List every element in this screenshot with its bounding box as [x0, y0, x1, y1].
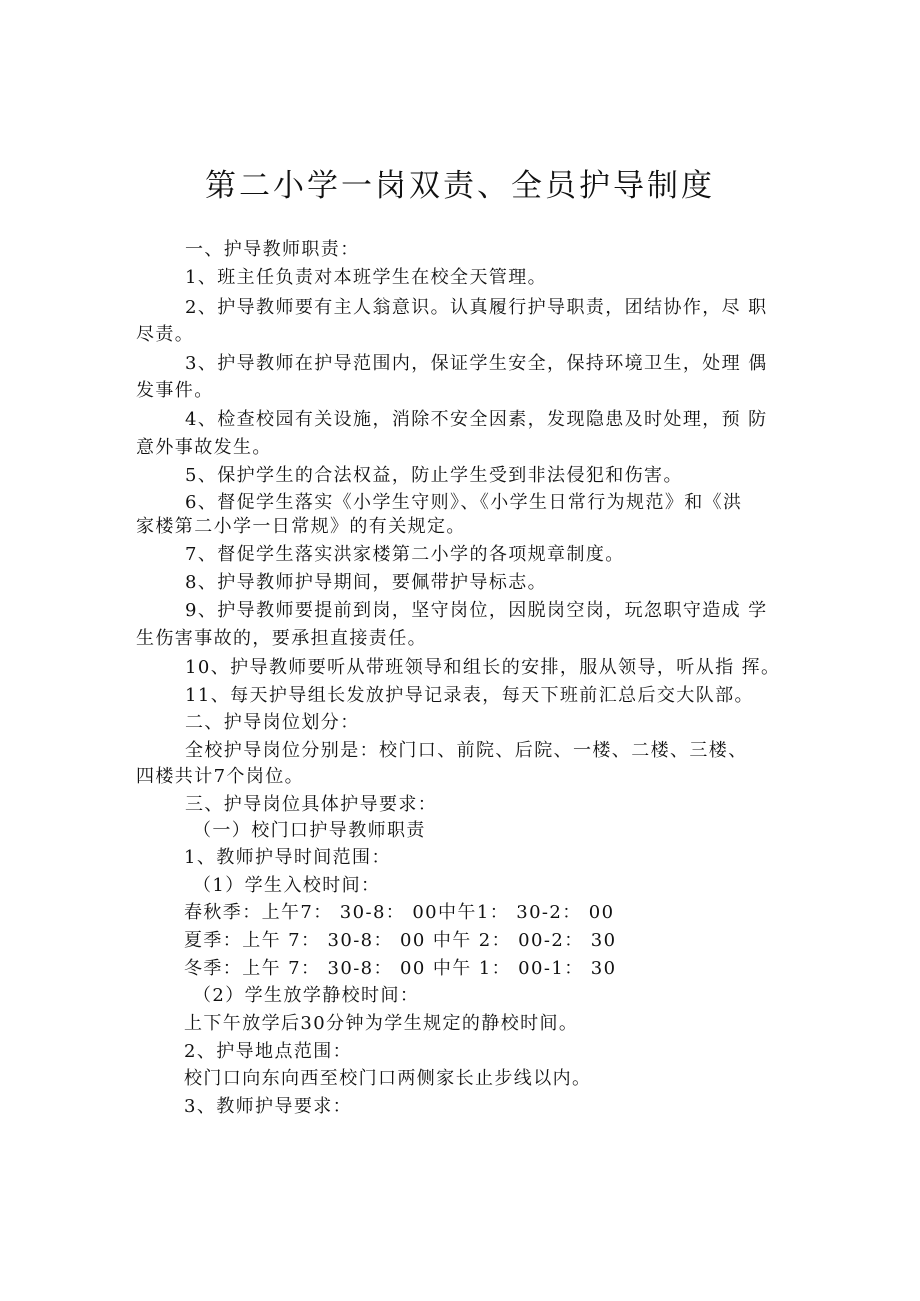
paragraph-line: 2、护导教师要有主人翁意识。认真履行护导职责，团结协作，尽 职 — [185, 297, 768, 318]
paragraph-line: 4、检查校园有关设施，消除不安全因素，发现隐患及时处理，预 防 — [185, 409, 768, 430]
paragraph-line: 7、督促学生落实洪家楼第二小学的各项规章制度。 — [185, 544, 625, 565]
section-heading-3: 三、护导岗位具体护导要求： — [185, 794, 438, 815]
schedule-line: 夏季：上午 7： 30-8： 00 中午 2： 00-2： 30 — [184, 930, 617, 951]
paragraph-line: 2、护导地点范围： — [184, 1041, 353, 1062]
paragraph-line: 发事件。 — [136, 380, 214, 401]
schedule-line: 冬季：上午 7： 30-8： 00 中午 1： 00-1： 30 — [184, 958, 617, 979]
paragraph-line: 四楼共计7个岗位。 — [136, 766, 305, 787]
paragraph-line: 尽责。 — [136, 324, 195, 345]
document-title: 第二小学一岗双责、全员护导制度 — [205, 168, 715, 204]
paragraph-line: 6、督促学生落实《小学生守则》、《小学生日常行为规范》和《洪 — [185, 492, 743, 513]
paragraph-line: 3、教师护导要求： — [184, 1096, 353, 1117]
paragraph-line: 5、保护学生的合法权益，防止学生受到非法侵犯和伤害。 — [185, 465, 683, 486]
paragraph-line: （1）学生入校时间： — [193, 875, 381, 896]
paragraph-line: 8、护导教师护导期间，要佩带护导标志。 — [185, 572, 548, 593]
section-heading-2: 二、护导岗位划分： — [185, 712, 360, 733]
paragraph-line: 家楼第二小学一日常规》的有关规定。 — [136, 516, 466, 537]
paragraph-line: 生伤害事故的，要承担直接责任。 — [136, 628, 427, 649]
paragraph-line: 1、教师护导时间范围： — [184, 847, 391, 868]
paragraph-line: 全校护导岗位分别是：校门口、前院、后院、一楼、二楼、三楼、 — [185, 740, 748, 761]
paragraph-line: 10、护导教师要听从带班领导和组长的安排，服从领导，听从指 挥。 — [185, 657, 781, 678]
schedule-line: 春秋季：上午7： 30-8： 00中午1： 30-2： 00 — [184, 902, 615, 923]
paragraph-line: 11、每天护导组长发放护导记录表，每天下班前汇总后交大队部。 — [185, 685, 754, 706]
paragraph-line: 校门口向东向西至校门口两侧家长止步线以内。 — [184, 1068, 592, 1089]
paragraph-line: 9、护导教师要提前到岗，坚守岗位，因脱岗空岗，玩忽职守造成 学 — [185, 600, 768, 621]
paragraph-line: 意外事故发生。 — [136, 437, 272, 458]
paragraph-line: 上下午放学后30分钟为学生规定的静校时间。 — [184, 1013, 579, 1034]
subsection-heading: （一）校门口护导教师职责 — [193, 820, 426, 841]
paragraph-line: 1、班主任负责对本班学生在校全天管理。 — [185, 267, 548, 288]
paragraph-line: （2）学生放学静校时间： — [193, 985, 420, 1006]
section-heading-1: 一、护导教师职责： — [185, 239, 360, 260]
paragraph-line: 3、护导教师在护导范围内，保证学生安全，保持环境卫生，处理 偶 — [185, 353, 768, 374]
